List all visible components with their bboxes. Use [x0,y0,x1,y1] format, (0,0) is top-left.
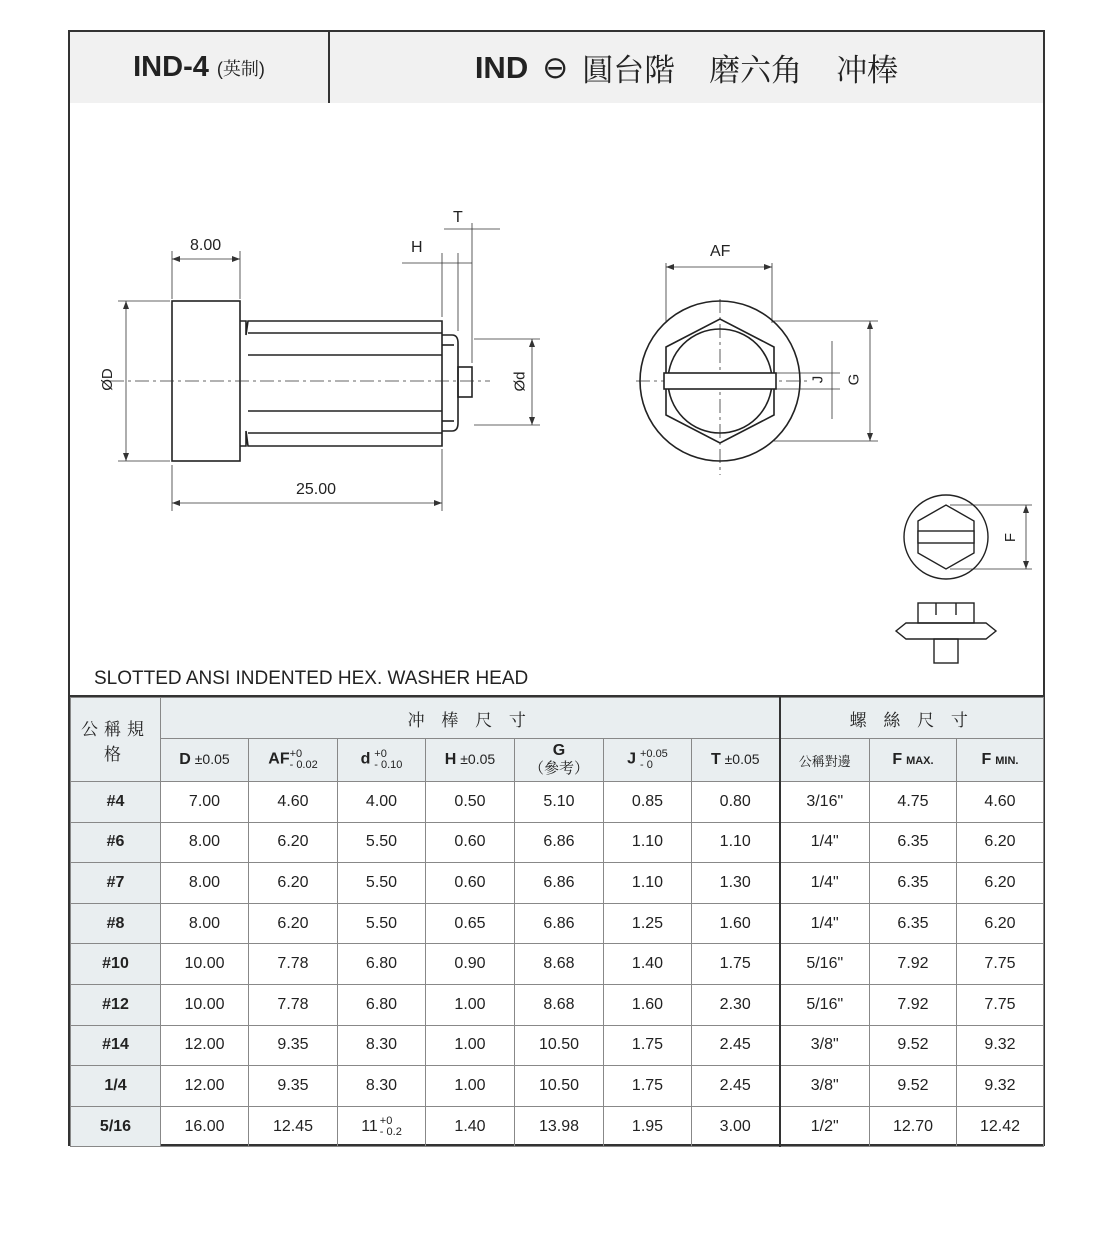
punch-step [442,335,458,431]
table-cell: 1.60 [692,903,780,944]
col-T: T ±0.05 [692,739,780,782]
table-cell: 5/16" [780,984,870,1025]
product-code: IND-4 [133,51,209,83]
table-cell: 1.00 [426,1025,515,1066]
table-cell: 7.92 [870,984,957,1025]
table-cell: 6.86 [515,822,604,863]
table-cell: 3/8" [780,1066,870,1107]
table-cell: 9.52 [870,1066,957,1107]
table-cell: 0.50 [426,782,515,823]
group-screw-dimensions: 螺 絲 尺 寸 [780,698,1044,739]
table-cell: 6.20 [249,822,338,863]
size-cell: #12 [71,984,161,1025]
table-cell: 4.75 [870,782,957,823]
col-G: G （參考） [515,739,604,782]
dimension-table [70,697,1044,1147]
dim-total-length: 25.00 [296,481,337,498]
table-cell: 1.60 [604,984,692,1025]
table-cell: 9.32 [957,1066,1044,1107]
table-cell: 7.75 [957,944,1044,985]
table-cell: 2.45 [692,1025,780,1066]
table-cell: 13.98 [515,1106,604,1147]
table-row [71,1106,1044,1147]
table-cell: 6.86 [515,903,604,944]
table-cell: 6.86 [515,863,604,904]
table-cell: 0.90 [426,944,515,985]
table-cell: 1.10 [604,863,692,904]
table-cell: 6.20 [957,822,1044,863]
cell-d-with-tolerance: 11 +0 - 0.2 [338,1106,426,1147]
table-cell: 10.00 [161,984,249,1025]
table-cell: 3/16" [780,782,870,823]
sheet-header [70,32,1043,105]
table-cell: 1/4" [780,822,870,863]
table-cell: 1/4" [780,903,870,944]
size-cell: #7 [71,863,161,904]
col-d: d +0 - 0.10 [338,739,426,782]
table-row [71,944,1044,985]
size-cell: 1/4 [71,1066,161,1107]
col-nominal: 公稱對邊 [780,739,870,782]
label-D: ØD [98,368,116,391]
spec-sheet [68,30,1045,1146]
product-code-unit: (英制) [216,58,265,79]
table-cell: 1.25 [604,903,692,944]
size-cell: #6 [71,822,161,863]
small-side-view [896,623,996,639]
table-cell: 1/2" [780,1106,870,1147]
label-J: J [809,375,827,384]
table-cell: 9.35 [249,1025,338,1066]
table-cell: 6.35 [870,822,957,863]
table-cell: 2.45 [692,1066,780,1107]
table-cell: 1.00 [426,984,515,1025]
table-cell: 9.52 [870,1025,957,1066]
group-punch-dimensions: 冲 棒 尺 寸 [161,698,780,739]
table-cell: 12.00 [161,1025,249,1066]
table-cell: 16.00 [161,1106,249,1147]
table-cell: 1.00 [426,1066,515,1107]
col-AF: AF+0 - 0.02 [249,739,338,782]
table-cell: 12.00 [161,1066,249,1107]
size-cell: #14 [71,1025,161,1066]
drawing-svg [70,103,1043,695]
punch-body [240,321,442,446]
table-row [71,1025,1044,1066]
punch-pin [458,367,472,397]
table-cell: 10.50 [515,1025,604,1066]
table-cell: 1.40 [604,944,692,985]
table-cell: 4.00 [338,782,426,823]
table-cell: 0.85 [604,782,692,823]
table-cell: 10.00 [161,944,249,985]
table-cell: 0.60 [426,822,515,863]
product-code-cell [70,32,330,103]
table-cell: 9.35 [249,1066,338,1107]
label-F: F [1002,532,1020,543]
title-word-2: 磨六角 [709,53,803,88]
table-cell: 6.35 [870,863,957,904]
table-cell: 6.20 [957,863,1044,904]
table-cell: 5.50 [338,863,426,904]
table-cell: 6.35 [870,903,957,944]
table-cell: 5.50 [338,822,426,863]
table-cell: 4.60 [249,782,338,823]
table-cell: 1.75 [604,1066,692,1107]
table-cell: 6.20 [957,903,1044,944]
label-G: G [845,373,863,386]
table-cell: 1.95 [604,1106,692,1147]
size-cell: #10 [71,944,161,985]
label-d: Ød [511,371,529,392]
table-cell: 6.20 [249,863,338,904]
table-cell: 1.10 [604,822,692,863]
table-cell: 1.40 [426,1106,515,1147]
table-cell: 6.80 [338,944,426,985]
table-cell: 7.75 [957,984,1044,1025]
table-cell: 1.30 [692,863,780,904]
table-cell: 4.60 [957,782,1044,823]
table-cell: 8.00 [161,822,249,863]
table-cell: 3/8" [780,1025,870,1066]
title-code: IND [474,49,529,85]
table-cell: 12.45 [249,1106,338,1147]
table-cell: 9.32 [957,1025,1044,1066]
col-D: D ±0.05 [161,739,249,782]
table-row [71,903,1044,944]
technical-drawing [70,103,1043,695]
label-T: T [453,209,463,226]
label-H: H [411,239,423,256]
table-cell: 7.00 [161,782,249,823]
dimension-table-wrap [70,695,1043,1146]
table-cell: 0.80 [692,782,780,823]
table-cell: 7.92 [870,944,957,985]
table-cell: 12.42 [957,1106,1044,1147]
table-cell: 10.50 [515,1066,604,1107]
table-cell: 6.20 [249,903,338,944]
table-cell: 7.78 [249,984,338,1025]
table-cell: 0.60 [426,863,515,904]
table-row [71,782,1044,823]
title-word-1: 圓台階 [582,53,676,88]
table-cell: 7.78 [249,944,338,985]
col-H: H ±0.05 [426,739,515,782]
table-cell: 8.68 [515,944,604,985]
table-cell: 1.10 [692,822,780,863]
table-cell: 0.65 [426,903,515,944]
table-row [71,1066,1044,1107]
col-spec: 公稱規格 [71,698,161,782]
table-cell: 8.00 [161,903,249,944]
table-cell: 12.70 [870,1106,957,1147]
size-cell: 5/16 [71,1106,161,1147]
drawing-caption: SLOTTED ANSI INDENTED HEX. WASHER HEAD [94,668,529,689]
table-row [71,863,1044,904]
table-row [71,984,1044,1025]
table-cell: 5/16" [780,944,870,985]
title-word-3: 冲棒 [836,53,899,88]
table-cell: 1.75 [692,944,780,985]
table-cell: 8.00 [161,863,249,904]
dim-head-length: 8.00 [190,237,222,254]
table-cell: 8.30 [338,1066,426,1107]
col-Fmax: F MAX. [870,739,957,782]
table-cell: 2.30 [692,984,780,1025]
size-cell: #8 [71,903,161,944]
table-cell: 8.30 [338,1025,426,1066]
table-cell: 1.75 [604,1025,692,1066]
table-cell: 8.68 [515,984,604,1025]
table-row [71,822,1044,863]
table-cell: 5.10 [515,782,604,823]
product-title [330,32,1043,103]
table-cell: 5.50 [338,903,426,944]
table-cell: 1/4" [780,863,870,904]
size-cell: #4 [71,782,161,823]
col-J: J +0.05 - 0 [604,739,692,782]
table-cell: 6.80 [338,984,426,1025]
label-AF: AF [710,243,731,260]
minus-circle-icon: ⊖ [542,49,569,85]
table-cell: 3.00 [692,1106,780,1147]
col-Fmin: F MIN. [957,739,1044,782]
